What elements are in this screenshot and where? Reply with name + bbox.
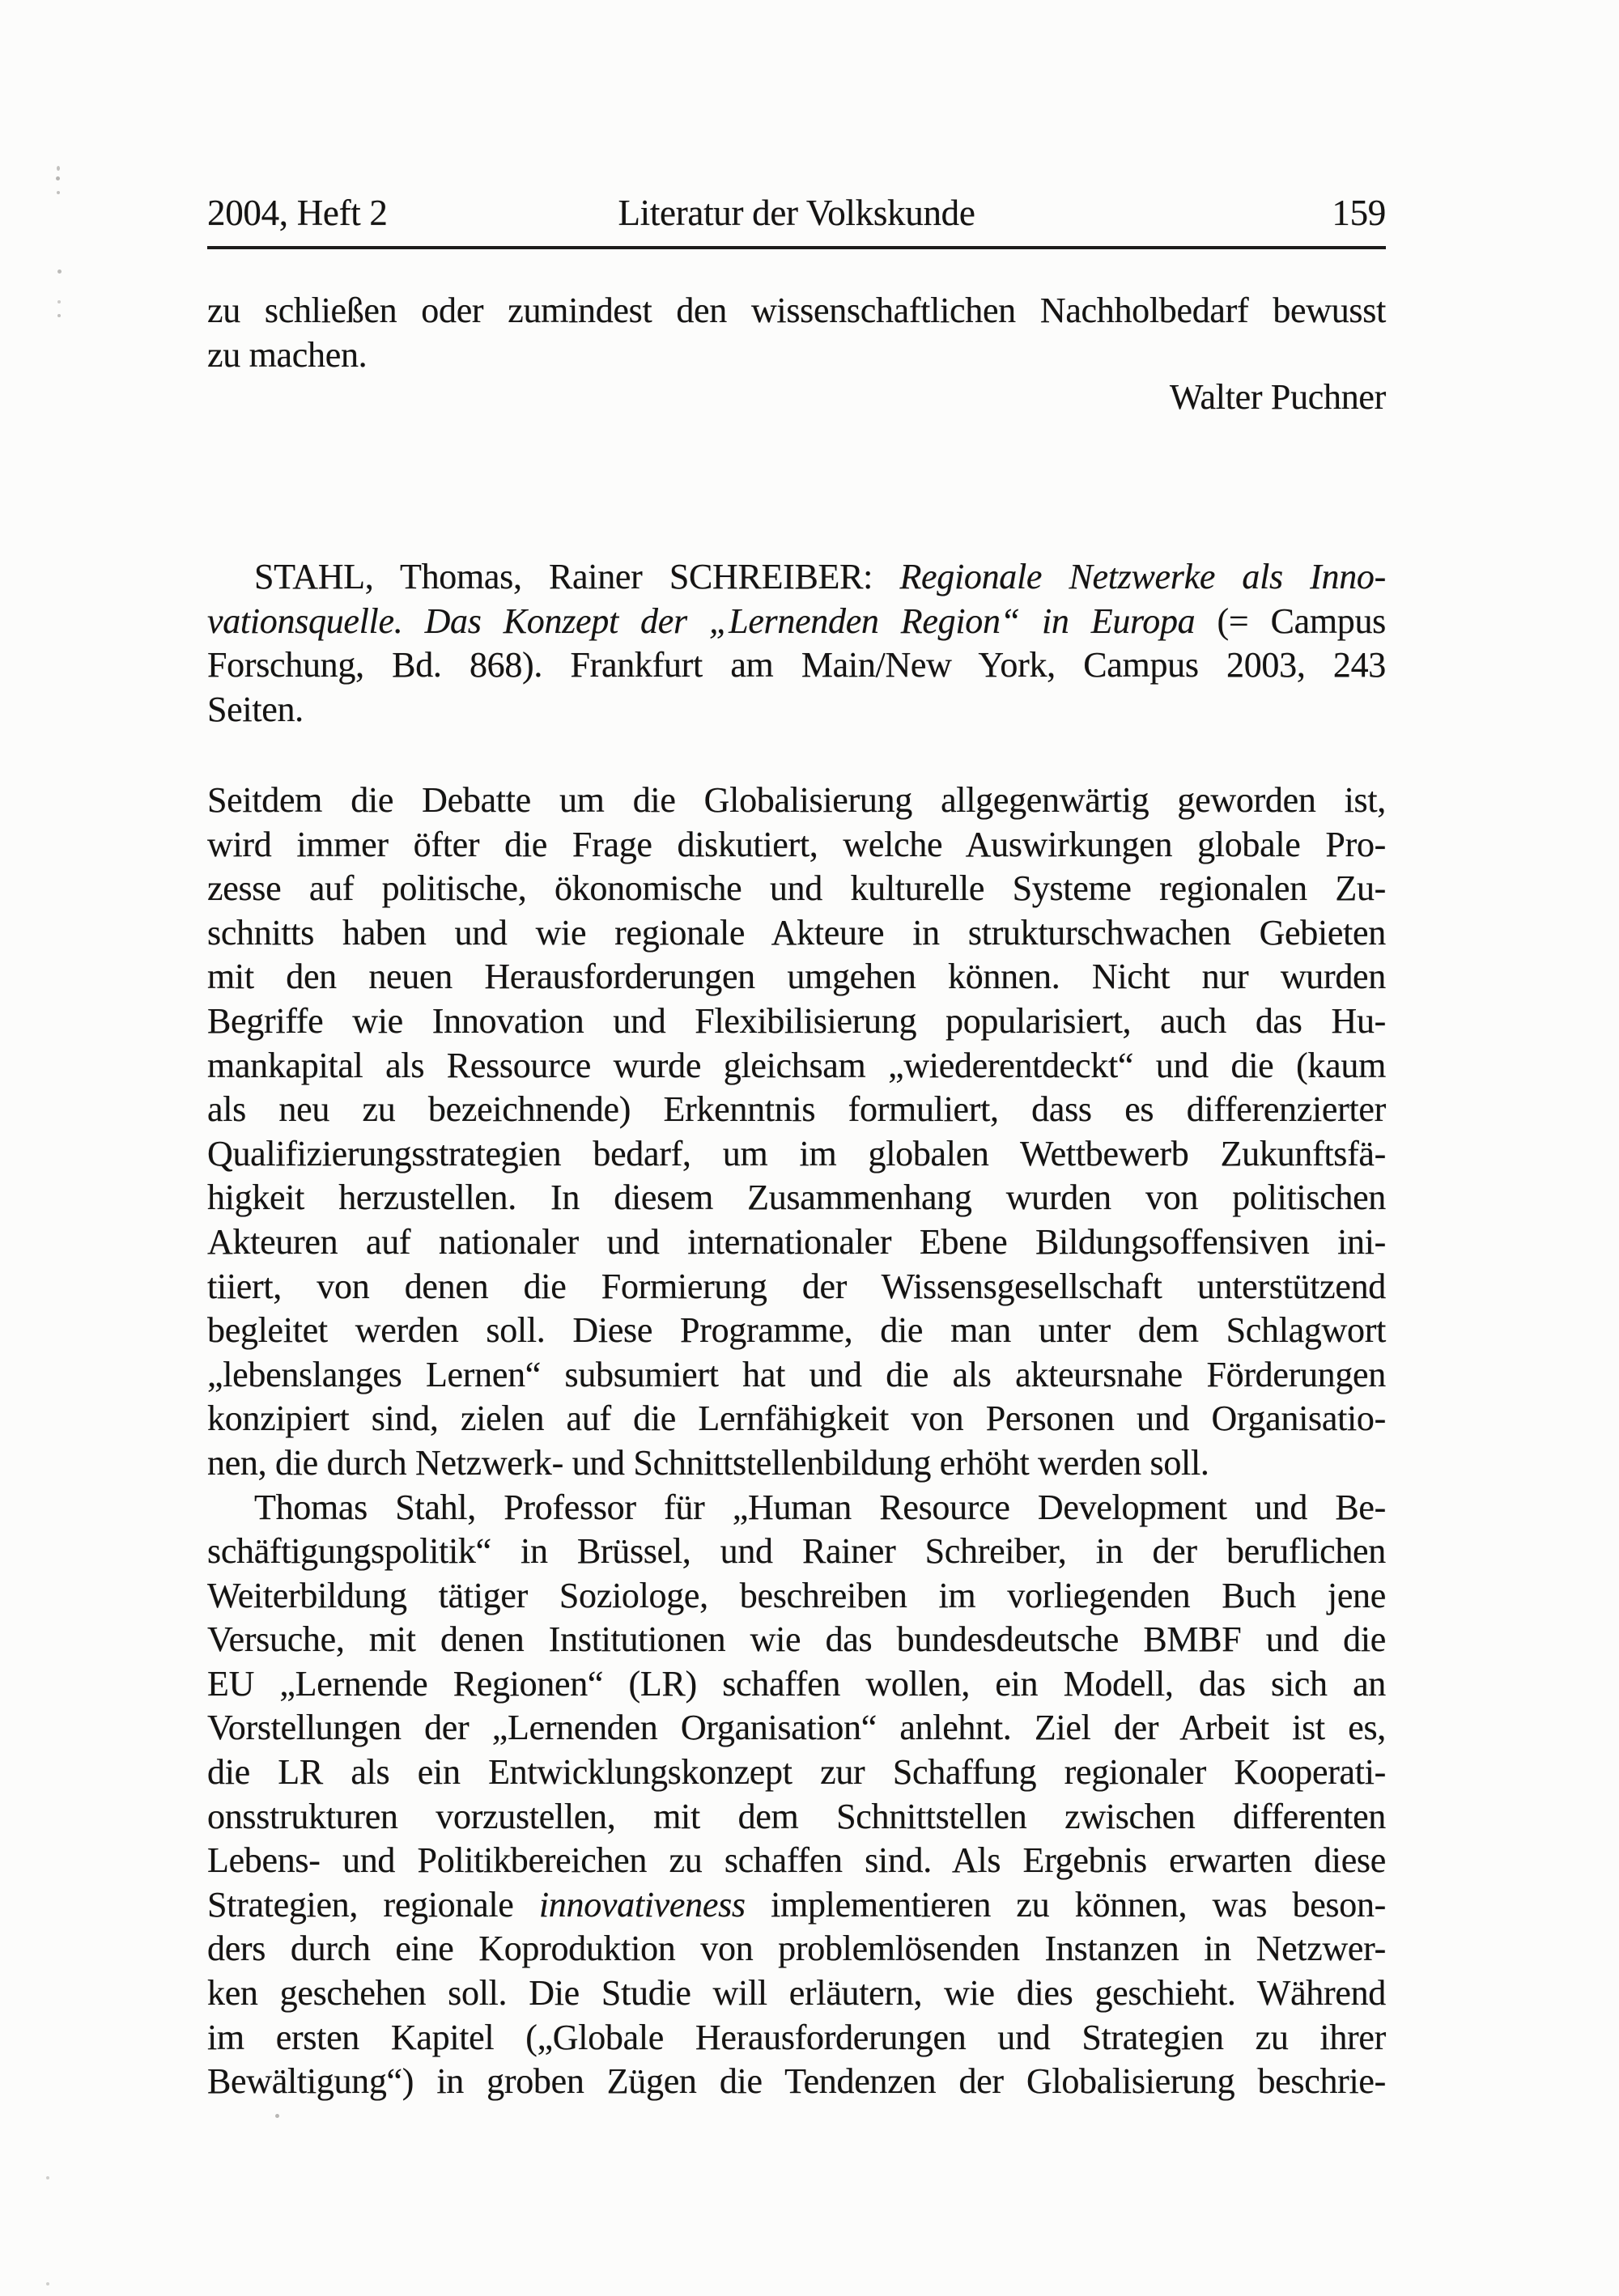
text-line [207,1971,1386,2016]
review-paragraph-1 [207,779,1386,1486]
text-run: schäftigungspolitik“ in Brüssel, und Rainer Schreiber, in der beruflichen [207,1531,1386,1572]
header-rule [207,246,1386,249]
text-run: Forschung, Bd. 868). Frankfurt am Main/New York, Campus 2003, 243 [207,645,1386,685]
italic-text-run: innovativeness [538,1884,746,1925]
text-line [207,688,1386,732]
text-line [207,1618,1386,1662]
text-run: schnitts haben und wie regionale Akteure in strukturschwachen Gebieten [207,912,1386,953]
text-run: Bewältigung“) in groben Zügen die Tendenzen der Globalisierung beschrie- [207,2061,1386,2102]
text-run: konzipiert sind, zielen auf die Lernfähigkeit von Personen und Organisatio- [207,1398,1386,1439]
italic-text-run: Regionale Netzwerke als Inno- [899,557,1386,596]
text-run: als neu zu bezeichnende) Erkenntnis formuliert, dass es differenzierter [207,1089,1386,1130]
text-line [207,1353,1386,1398]
text-line [207,1574,1386,1619]
issue-label: 2004, Heft 2 [207,193,388,233]
text-line [207,1044,1386,1089]
text-run: zu schließen oder zumindest den wissenschaftlichen Nachholbedarf bewusst [207,291,1386,330]
text-run: Lebens- und Politikbereichen zu schaffen sind. Als Ergebnis erwarten diese [207,1840,1386,1881]
text-line [207,779,1386,823]
reviewer-signature: Walter Puchner [1169,377,1386,417]
text-run: Akteuren auf nationaler und internationaler Ebene Bildungsoffensiven ini- [207,1221,1386,1262]
text-line [207,1706,1386,1751]
text-run: ders durch eine Koproduktion von problemlösenden Instanzen in Netzwer- [207,1929,1386,1969]
text-run: die LR als ein Entwicklungskonzept zur Schaffung regionaler Kooperati- [207,1752,1386,1793]
text-line [207,1883,1386,1928]
text-run: Strategien, regionale [207,1884,539,1925]
journal-title: Literatur der Volkskunde [618,193,975,233]
text-run: Vorstellungen der „Lernenden Organisation“ anlehnt. Ziel der Arbeit ist es, [207,1708,1386,1748]
text-run: implementieren zu können, was beson- [745,1884,1386,1925]
text-run: EU „Lernende Regionen“ (LR) schaffen wollen, ein Modell, das sich an [207,1663,1386,1704]
text-run: Thomas Stahl, Professor für „Human Resource Development und Be- [254,1487,1386,1527]
text-line [207,911,1386,956]
text-run: mit den neuen Herausforderungen umgehen können. Nicht nur wurden [207,957,1386,997]
text-line [207,1530,1386,1574]
text-line [207,1795,1386,1840]
text-line [207,1176,1386,1220]
text-line [207,1220,1386,1265]
text-run: Weiterbildung tätiger Soziologe, beschreiben im vorliegenden Buch jene [207,1575,1386,1615]
text-line [207,1751,1386,1795]
text-run: nen, die durch Netzwerk- und Schnittstellenbildung erhöht werden soll. [207,1442,1209,1483]
page-number: 159 [1332,193,1386,233]
text-line [207,2060,1386,2104]
scan-speck [46,2176,49,2179]
book-citation [207,555,1386,732]
text-line [207,955,1386,999]
scan-speck [56,176,60,180]
text-run: „lebenslanges Lernen“ subsumiert hat und die als akteursnahe Förderungen [207,1354,1386,1394]
review-closing-paragraph [207,289,1386,377]
text-line [207,1397,1386,1441]
italic-text-run: vationsquelle. Das Konzept der „Lernenden Region“ in Europa [207,601,1196,641]
text-line [207,1088,1386,1132]
scan-speck [57,269,62,274]
text-line [207,1486,1386,1530]
scan-speck [57,191,60,194]
text-run: zesse auf politische, ökonomische und kulturelle Systeme regionalen Zu- [207,868,1386,909]
text-line [207,643,1386,688]
text-run: wird immer öfter die Frage diskutiert, welche Auswirkungen globale Pro- [207,824,1386,864]
text-line [207,1132,1386,1177]
text-line [207,1309,1386,1353]
text-line [207,289,1386,333]
text-run: zu machen. [207,334,368,375]
text-run: im ersten Kapitel („Globale Herausforderungen und Strategien zu ihrer [207,2017,1386,2057]
review-body [207,779,1386,2104]
text-run: higkeit herzustellen. In diesem Zusammenhang wurden von politischen [207,1178,1386,1218]
text-run: begleitet werden soll. Diese Programme, die man unter dem Schlagwort [207,1310,1386,1351]
text-line [207,555,1386,600]
text-run: onsstrukturen vorzustellen, mit dem Schnittstellen zwischen differenten [207,1796,1386,1836]
text-run: Seitdem die Debatte um die Globalisierung allgegenwärtig geworden ist, [207,780,1386,820]
text-line [207,1927,1386,1971]
text-line [207,333,1386,378]
text-run: Qualifizierungsstrategien bedarf, um im globalen Wettbewerb Zukunftsfä- [207,1133,1386,1173]
text-run: mankapital als Ressource wurde gleichsam „wiederentdeckt“ und die (kaum [207,1045,1386,1085]
text-line [207,1839,1386,1883]
text-line [207,1265,1386,1309]
text-run: ken geschehen soll. Die Studie will erläutern, wie dies geschieht. Während [207,1973,1386,2014]
text-line [207,600,1386,644]
text-run: tiiert, von denen die Formierung der Wissensgesellschaft unterstützend [207,1266,1386,1306]
running-head [207,193,1386,233]
scan-speck [57,314,61,317]
text-line [207,1441,1386,1486]
text-line [207,1662,1386,1707]
scan-speck [57,300,61,303]
text-line [207,999,1386,1044]
text-line [207,2016,1386,2060]
text-line [207,867,1386,911]
text-run: Begriffe wie Innovation und Flexibilisierung popularisiert, auch das Hu- [207,1000,1386,1041]
text-run: (= Campus [1195,601,1386,641]
text-line [207,823,1386,868]
text-run: STAHL, Thomas, Rainer SCHREIBER: [254,557,900,596]
scan-speck [275,2114,279,2118]
text-run: Versuche, mit denen Institutionen wie das bundesdeutsche BMBF und die [207,1619,1386,1660]
text-run: Seiten. [207,689,304,729]
scan-speck [57,166,60,171]
scan-speck [46,2282,49,2285]
review-paragraph-2 [207,1486,1386,2104]
